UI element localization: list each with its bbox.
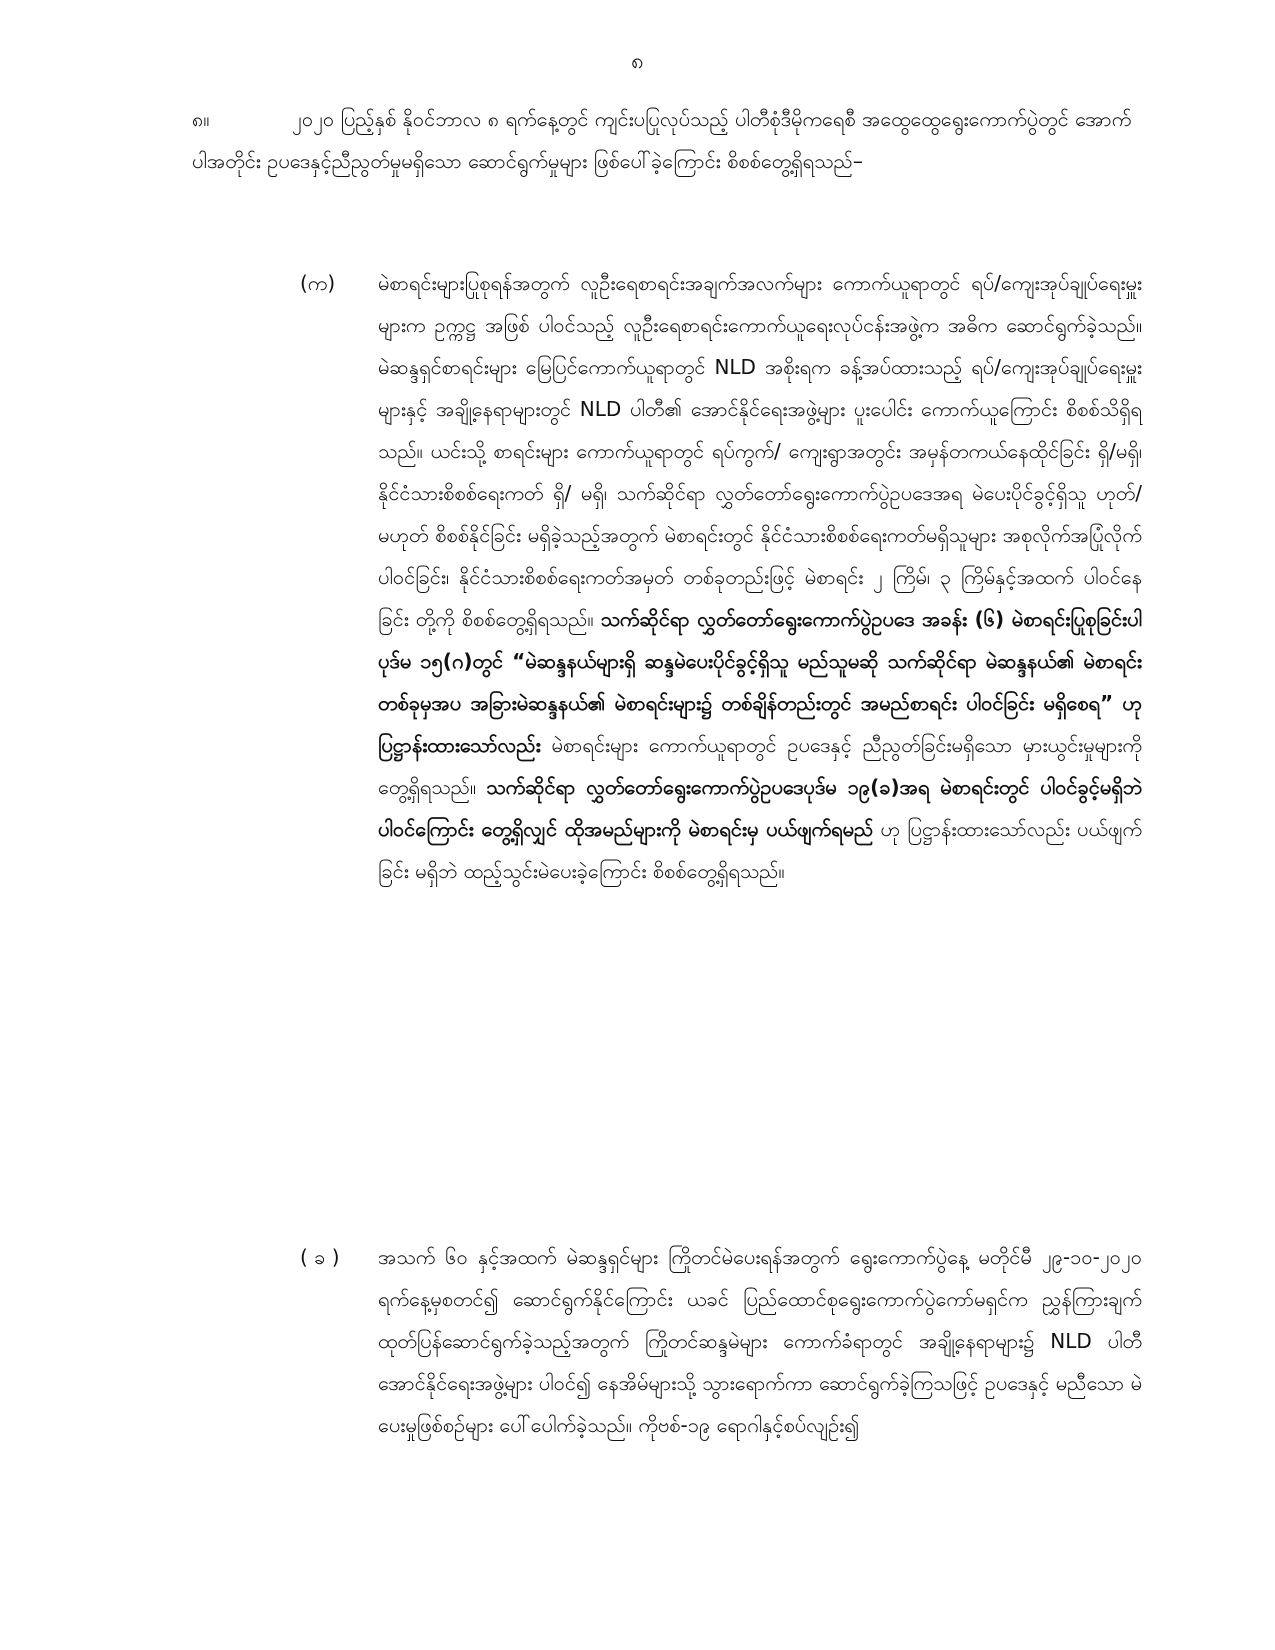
item-body <box>378 1236 1142 1446</box>
page-number: ၈ <box>631 49 644 74</box>
item-bold-text: သက်ဆိုင်ရာ လွှတ်တော်ရွေးကောက်ပွဲဥပဒေပုဒ်မ ၁၉(ခ)အရ မဲစာရင်းတွင် ပါဝင်ခွင့်မရှိဘဲ ပါဝင်ကြောင်း တွေ့ရှိလျှင် ထိုအမည်များကို မဲစာရင်းမှ ပယ်ဖျက်ရမည် <box>378 775 1142 841</box>
intro-text: ၂၀၂၀ ပြည့်နှစ် နိုဝင်ဘာလ ၈ ရက်နေ့တွင် ကျင်းပပြုလုပ်သည့် ပါတီစုံဒီမိုကရေစီ အထွေထွေရွေးကောက်ပွဲတွင် အောက်ပါအတိုင်း ဥပဒေနှင့်ညီညွတ်မှုမရှိသော ဆောင်ရွက်မှုများ ဖြစ်ပေါ်ခဲ့ကြောင်း စိစစ်တွေ့ရှိရသည်– <box>192 107 1132 173</box>
list-item-ka <box>300 262 1142 892</box>
paragraph-number: ၈။ <box>192 107 210 131</box>
item-body <box>378 262 1142 892</box>
item-text: အသက် ၆၀ နှင့်အထက် မဲဆန္ဒရှင်များ ကြိုတင်မဲပေးရန်အတွက် ရွေးကောက်ပွဲနေ့ မတိုင်မီ ၂၉-၁၀-၂၀၂၀ ရက်နေ့မှစတင်၍ ဆောင်ရွက်နိုင်ကြောင်း ယခင် ပြည်ထောင်စုရွေးကောက်ပွဲကော်မရှင်က ညွှန်ကြားချက်ထုတ်ပြန်ဆောင်ရွက်ခဲ့သည့်အတွက် ကြိုတင်ဆန္ဒမဲများ ကောက်ခံရာတွင် အချို့နေရာများ၌ NLD ပါတီ အောင်နိုင်ရေးအဖွဲ့များ ပါဝင်၍ နေအိမ်များသို့ သွားရောက်ကာ ဆောင်ရွက်ခဲ့ကြသဖြင့် ဥပဒေနှင့် မညီသော မဲပေးမှုဖြစ်စဉ်များ ပေါ်ပေါက်ခဲ့သည်။ ကိုဗစ်-၁၉ ရောဂါနှင့်စပ်လျဉ်း၍ <box>378 1245 1142 1437</box>
item-text: ဟု ပြဋ္ဌာန်းထားသော်လည်း ပယ်ဖျက်ခြင်း မရှိဘဲ ထည့်သွင်းမဲပေးခဲ့ကြောင်း စိစစ်တွေ့ရှိရသည်။ <box>378 817 1143 883</box>
list-item-kha <box>300 1236 1142 1446</box>
item-text: မဲစာရင်းများ ကောက်ယူရာတွင် ဥပဒေနှင့် ညီညွတ်ခြင်းမရှိသော မှားယွင်းမှုများကိုတွေ့ရှိရသည်။ <box>378 733 1142 799</box>
item-marker: ( ခ ) <box>300 1245 340 1269</box>
item-marker: (က) <box>300 271 336 295</box>
item-text: မဲစာရင်းများပြုစုရန်အတွက် လူဦးရေစာရင်းအချက်အလက်များ ကောက်ယူရာတွင် ရပ်/ကျေးအုပ်ချုပ်ရေးမှူးများက ဥက္ကဋ္ဌ အဖြစ် ပါဝင်သည့် လူဦးရေစာရင်းကောက်ယူရေးလုပ်ငန်းအဖွဲ့က အဓိက ဆောင်ရွက်ခဲ့သည်။ မဲဆန္ဒရှင်စာရင်းများ မြေပြင်ကောက်ယူရာတွင် NLD အစိုးရက ခန့်အပ်ထားသည့် ရပ်/ကျေးအုပ်ချုပ်ရေးမှူးများနှင့် အချို့နေရာများတွင် NLD ပါတီ၏ အောင်နိုင်ရေးအဖွဲ့များ ပူးပေါင်း ကောက်ယူကြောင်း စိစစ်သိရှိရသည်။ ယင်းသို့ စာရင်းများ ကောက်ယူရာတွင် ရပ်ကွက်/ ကျေးရွာအတွင်း အမှန်တကယ်နေထိုင်ခြင်း ရှိ/မရှိ၊ နိုင်ငံသားစိစစ်ရေးကတ် ရှိ/ မရှိ၊ သက်ဆိုင်ရာ လွှတ်တော်ရွေးကောက်ပွဲဥပဒေအရ မဲပေးပိုင်ခွင့်ရှိသူ ဟုတ်/ မဟုတ် စိစစ်နိုင်ခြင်း မရှိခဲ့သည့်အတွက် မဲစာရင်းတွင် နိုင်ငံသားစိစစ်ရေးကတ်မရှိသူများ အစုလိုက်အပြုံလိုက် ပါဝင်ခြင်း၊ နိုင်ငံသားစိစစ်ရေးကတ်အမှတ် တစ်ခုတည်းဖြင့် မဲစာရင်း ၂ ကြိမ်၊ ၃ ကြိမ်နှင့်အထက် ပါဝင်နေခြင်း တို့ကို စိစစ်တွေ့ရှိရသည်။ <box>378 271 1142 631</box>
intro-paragraph <box>192 98 1142 182</box>
item-bold-text: သက်ဆိုင်ရာ လွှတ်တော်ရွေးကောက်ပွဲဥပဒေ အခန်း (၆) မဲစာရင်းပြုစုခြင်းပါ ပုဒ်မ ၁၅(ဂ)တွင် “မဲဆန္ဒနယ်များရှိ ဆန္ဒမဲပေးပိုင်ခွင့်ရှိသူ မည်သူမဆို သက်ဆိုင်ရာ မဲဆန္ဒနယ်၏ မဲစာရင်းတစ်ခုမှအပ အခြားမဲဆန္ဒနယ်၏ မဲစာရင်းများ၌ တစ်ချိန်တည်းတွင် အမည်စာရင်း ပါဝင်ခြင်း မရှိစေရ” ဟု ပြဋ္ဌာန်းထားသော်လည်း <box>378 607 1143 757</box>
